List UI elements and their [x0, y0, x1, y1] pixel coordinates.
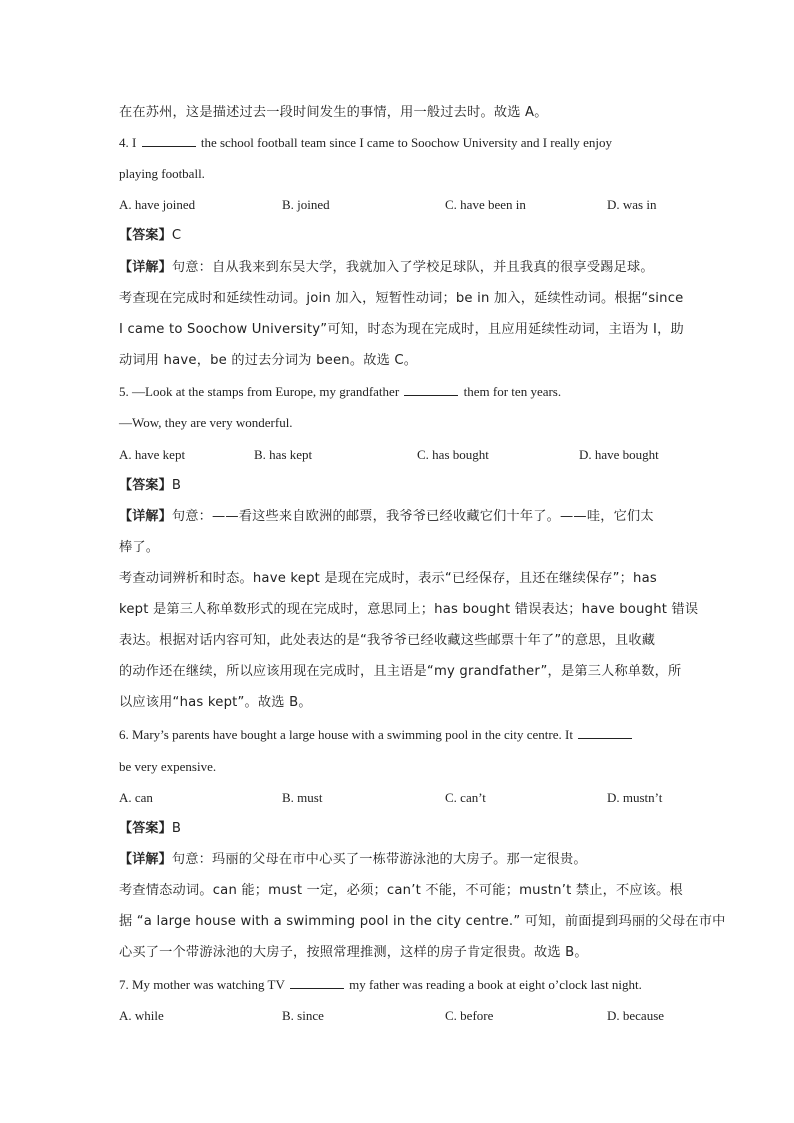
question-4-options: [119, 196, 679, 214]
explanation-line: 动词用 have，be 的过去分词为 been。故选 C。: [119, 353, 418, 368]
option-d: D. have bought: [579, 447, 659, 462]
explanation-text: 句意：玛丽的父母在市中心买了一栋带游泳池的大房子。那一定很贵。: [171, 852, 587, 867]
answer-label: 【答案】: [119, 228, 172, 243]
answer-line: [119, 820, 181, 838]
text-line: 在在苏州，这是描述过去一段时间发生的事情，用一般过去时。故选 A。: [119, 105, 548, 120]
option-d: D. mustn’t: [607, 790, 663, 805]
explanation-line: [119, 259, 654, 277]
question-7-options: [119, 1007, 679, 1025]
option-c: C. before: [445, 1008, 494, 1023]
question-6-line1: [119, 726, 634, 744]
option-c: C. can’t: [445, 790, 486, 805]
explanation-text: 句意：——看这些来自欧洲的邮票，我爷爷已经收藏它们十年了。——哇，它们太: [171, 509, 654, 524]
explanation-line: I came to Soochow University”可知，时态为现在完成时，且应用延续性动词，主语为 I，助: [119, 322, 684, 337]
answer-blank: [142, 134, 196, 147]
question-4-line1: [119, 134, 612, 152]
answer-line: [119, 227, 181, 245]
question-7-line1: [119, 976, 642, 994]
question-6-options: [119, 789, 679, 807]
answer-blank: [578, 726, 632, 739]
explanation-line: 考查现在完成时和延续性动词。join 加入，短暂性动词；be in 加入，延续性动词。根据“since: [119, 291, 684, 306]
answer-blank: [404, 383, 458, 396]
answer-line: [119, 477, 181, 495]
answer-value: C: [171, 228, 182, 243]
answer-value: B: [171, 821, 182, 836]
question-5-line2: —Wow, they are very wonderful.: [119, 415, 293, 430]
option-d: D. was in: [607, 197, 657, 212]
explanation-line: 棒了。: [119, 540, 160, 555]
answer-value: B: [171, 478, 182, 493]
question-6-line2: be very expensive.: [119, 759, 217, 774]
question-4-number: 4. I: [119, 135, 137, 150]
question-4-text: the school football team since I came to Soochow University and I really enjoy: [200, 135, 613, 150]
answer-blank: [290, 976, 344, 989]
option-b: B. since: [282, 1008, 324, 1023]
answer-label: 【答案】: [119, 821, 172, 836]
explanation-line: 表达。根据对话内容可知，此处表达的是“我爷爷已经收藏这些邮票十年了”的意思，且收藏: [119, 633, 656, 648]
question-5-options: [119, 446, 679, 464]
option-a: A. while: [119, 1008, 164, 1023]
question-5-line1: [119, 383, 561, 401]
explanation-label: 【详解】: [119, 260, 172, 275]
question-4-line2: playing football.: [119, 166, 205, 181]
option-a: A. have kept: [119, 447, 186, 462]
explanation-line: 以应该用“has kept”。故选 B。: [119, 695, 312, 710]
explanation-line: [119, 851, 587, 869]
explanation-line: 据 “a large house with a swimming pool in the city centre.” 可知，前面提到玛丽的父母在市中: [119, 914, 726, 929]
question-5-text-end: them for ten years.: [463, 384, 562, 399]
question-7-text-end: my father was reading a book at eight o’clock last night.: [349, 977, 642, 992]
option-b: B. must: [282, 790, 323, 805]
option-a: A. have joined: [119, 197, 196, 212]
explanation-text: 句意：自从我来到东吴大学，我就加入了学校足球队，并且我真的很享受踢足球。: [171, 260, 654, 275]
question-5-text: 5. —Look at the stamps from Europe, my grandfather: [119, 384, 400, 399]
explanation-line: 考查动词辨析和时态。have kept 是现在完成时，表示“已经保存，且还在继续保存”；has: [119, 571, 657, 586]
option-c: C. have been in: [445, 197, 526, 212]
option-b: B. joined: [282, 197, 330, 212]
question-7-text: 7. My mother was watching TV: [119, 977, 285, 992]
question-6-text: 6. Mary’s parents have bought a large house with a swimming pool in the city centre. It: [119, 727, 573, 742]
explanation-line: [119, 508, 654, 526]
answer-label: 【答案】: [119, 478, 172, 493]
option-a: A. can: [119, 790, 153, 805]
explanation-line: 心买了一个带游泳池的大房子，按照常理推测，这样的房子肯定很贵。故选 B。: [119, 945, 588, 960]
option-d: D. because: [607, 1008, 665, 1023]
explanation-label: 【详解】: [119, 509, 172, 524]
option-c: C. has bought: [417, 447, 489, 462]
explanation-line: kept 是第三人称单数形式的现在完成时，意思同上；has bought 错误表达；have bought 错误: [119, 602, 699, 617]
option-b: B. has kept: [254, 447, 313, 462]
explanation-line: 考查情态动词。can 能；must 一定，必须；can’t 不能，不可能；mustn’t 禁止，不应该。根: [119, 883, 683, 898]
explanation-line: 的动作还在继续，所以应该用现在完成时，且主语是“my grandfather”，是第三人称单数，所: [119, 664, 682, 679]
explanation-label: 【详解】: [119, 852, 172, 867]
